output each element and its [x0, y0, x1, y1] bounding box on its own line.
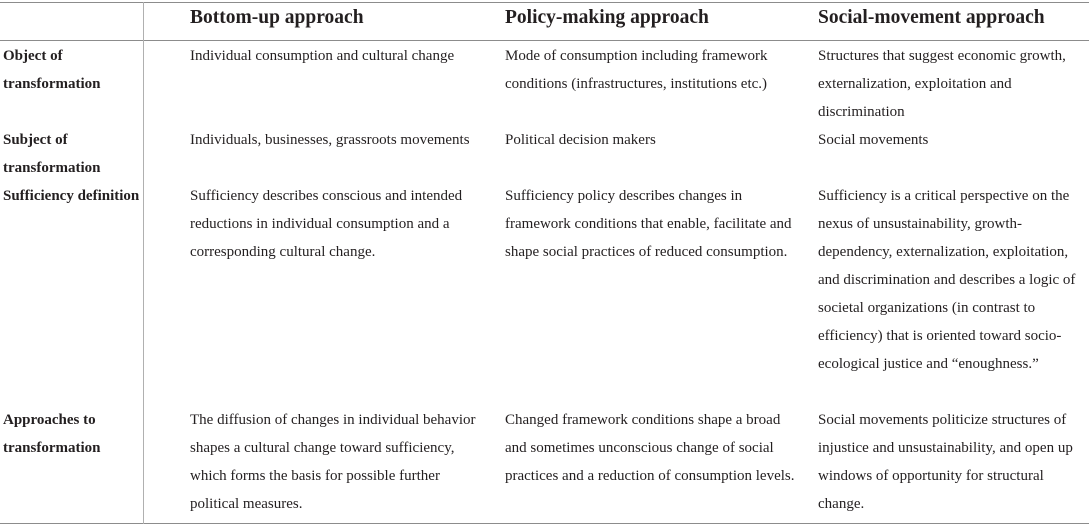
cell-subject-policy-making: Political decision makers: [505, 132, 656, 148]
header-policy-making: Policy-making approach: [505, 7, 709, 28]
row-label-sufficiency-definition: Sufficiency definition: [3, 188, 140, 204]
cell-approaches-social-movement: Social movements politicize structures of injustice and unsustainability, and open up windows of opportunity for structural change.: [818, 412, 1073, 512]
cell-object-bottom-up: Individual consumption and cultural change: [190, 48, 455, 64]
cell-definition-social-movement: Sufficiency is a critical perspective on the nexus of unsustainability, growth-dependency, externalization, exploitation, and discrimination and describes a logic of societal organizations (in contrast to efficiency) that is oriented toward socio-ecological justice and “enoughness.”: [818, 188, 1076, 372]
cell-object-social-movement: Structures that suggest economic growth, externalization, exploitation and discrimination: [818, 48, 1066, 120]
cell-subject-social-movement: Social movements: [818, 132, 929, 148]
cell-definition-policy-making: Sufficiency policy describes changes in framework conditions that enable, facilitate and shape social practices of reduced consumption.: [505, 188, 792, 260]
header-social-movement: Social-movement approach: [818, 7, 1045, 28]
header-bottom-up: Bottom-up approach: [190, 7, 364, 28]
row-label-object: Object of transformation: [3, 48, 101, 92]
row-label-subject: Subject of transformation: [3, 132, 101, 176]
cell-approaches-bottom-up: The diffusion of changes in individual behavior shapes a cultural change toward sufficiency, which forms the basis for possible further political measures.: [190, 412, 476, 512]
bottom-rule: [0, 523, 1089, 524]
header-rule: [0, 40, 1089, 41]
cell-subject-bottom-up: Individuals, businesses, grassroots movements: [190, 132, 470, 148]
cell-definition-bottom-up: Sufficiency describes conscious and intended reductions in individual consumption and a corresponding cultural change.: [190, 188, 463, 260]
top-rule: [0, 2, 1089, 3]
cell-object-policy-making: Mode of consumption including framework conditions (infrastructures, institutions etc.): [505, 48, 768, 92]
row-label-divider: [143, 2, 144, 524]
row-label-approaches: Approaches to transformation: [3, 412, 101, 456]
cell-approaches-policy-making: Changed framework conditions shape a broad and sometimes unconscious change of social practices and a reduction of consumption levels.: [505, 412, 795, 484]
